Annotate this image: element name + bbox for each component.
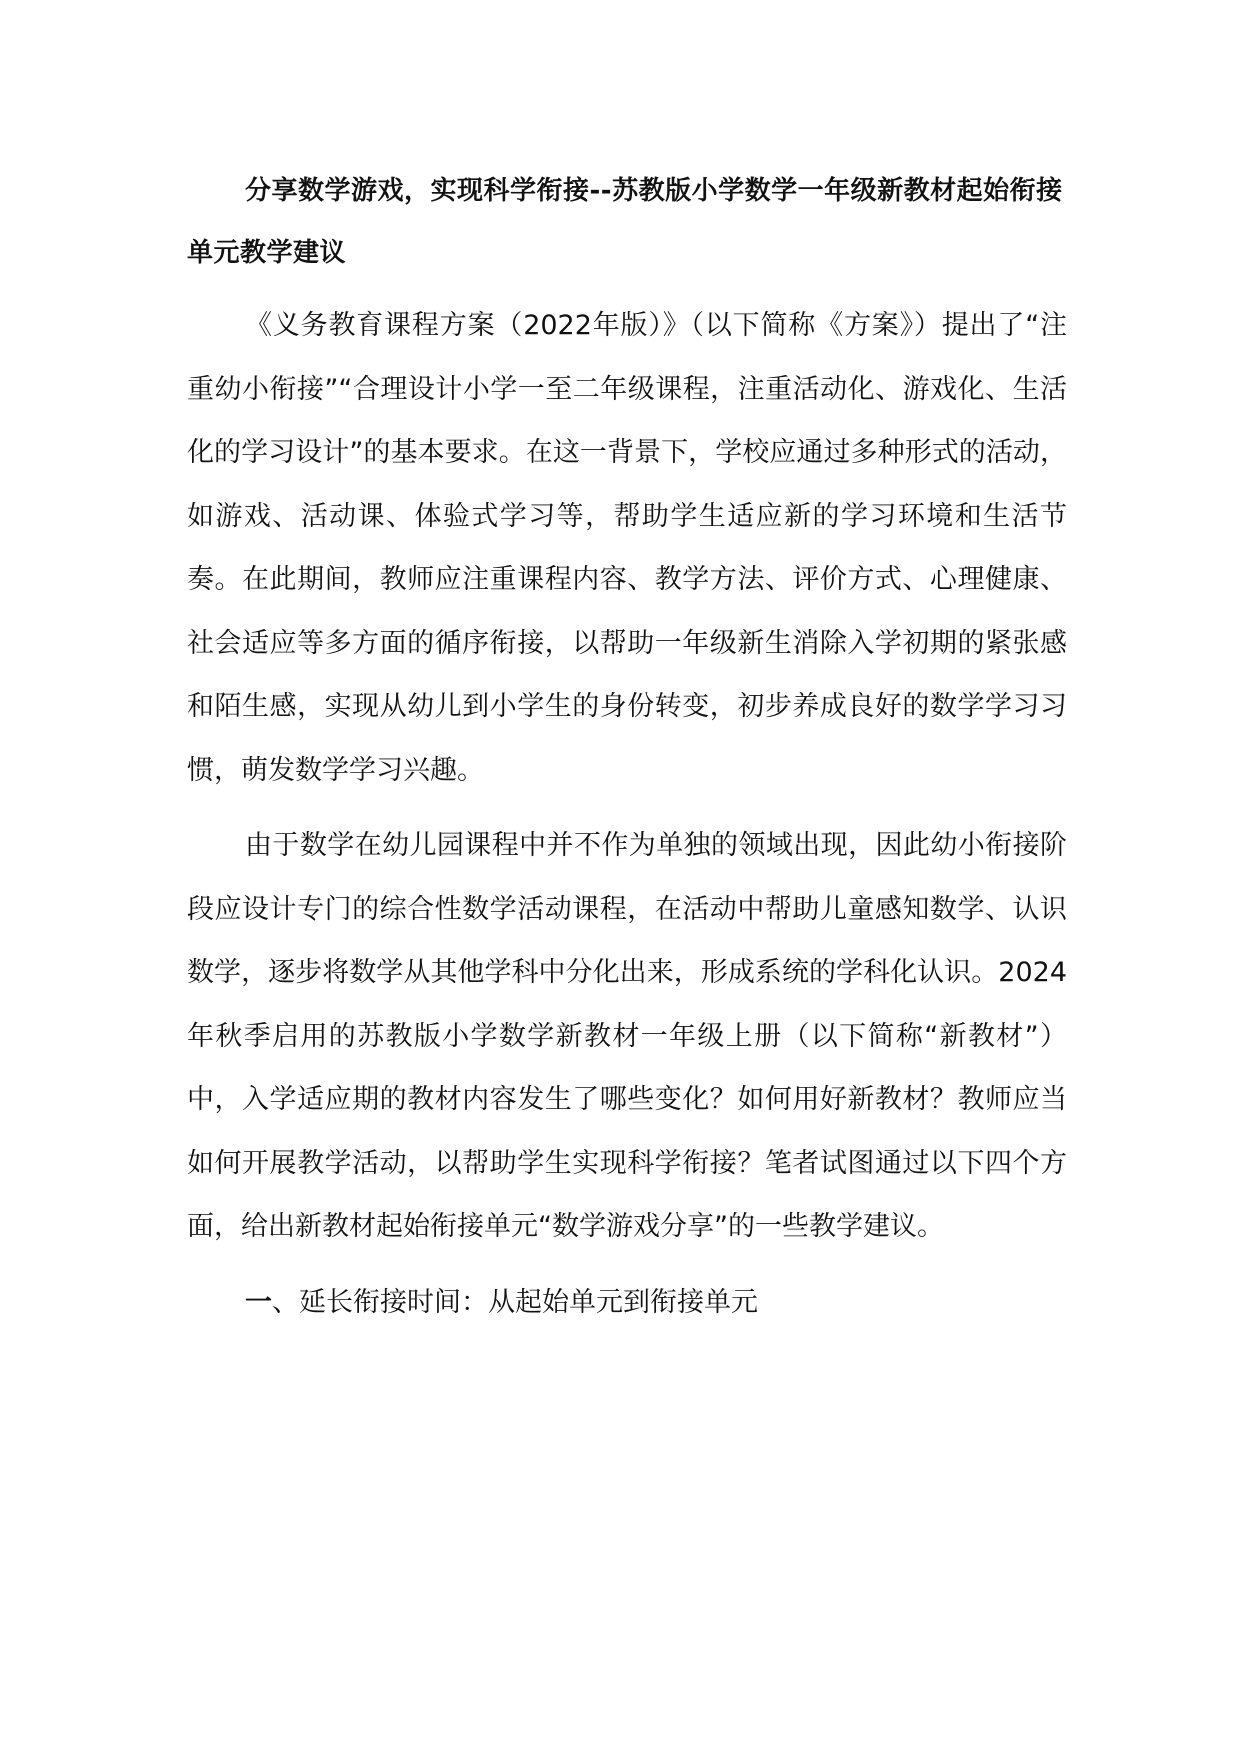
document-title: 分享数学游戏，实现科学衔接--苏教版小学数学一年级新教材起始衔接单元教学建议	[187, 176, 1063, 268]
section-heading	[187, 1271, 1067, 1335]
document-page	[187, 160, 1067, 1334]
section-heading-text: 、延长衔接时间：从起始单元到衔接单元	[272, 1286, 758, 1318]
paragraph-intro: 《义务教育课程方案（2022年版）》（以下简称《方案》）提出了“注重幼小衔接”“合理设计小学一至二年级课程，注重活动化、游戏化、生活化的学习设计”的基本要求。在这一背景下，学校应通过多种形式的活动，如游戏、活动课、体验式学习等，帮助学生适应新的学习环境和生活节奏。在此期间，教师应注重课程内容、教学方法、评价方式、心理健康、社会适应等多方面的循序衔接，以帮助一年级新生消除入学初期的紧张感和陌生感，实现从幼儿到小学生的身份转变，初步养成良好的数学学习习惯，萌发数学学习兴趣。	[187, 310, 1067, 786]
paragraph-background: 由于数学在幼儿园课程中并不作为单独的领域出现，因此幼小衔接阶段应设计专门的综合性数学活动课程，在活动中帮助儿童感知数学、认识数学，逐步将数学从其他学科中分化出来，形成系统的学科化认识。2024年秋季启用的苏教版小学数学新教材一年级上册（以下简称“新教材”）中，入学适应期的教材内容发生了哪些变化？如何用好新教材？教师应当如何开展教学活动，以帮助学生实现科学衔接？笔者试图通过以下四个方面，给出新教材起始衔接单元“数学游戏分享”的一些教学建议。	[187, 830, 1067, 1242]
section-heading-number: 一	[245, 1286, 272, 1318]
